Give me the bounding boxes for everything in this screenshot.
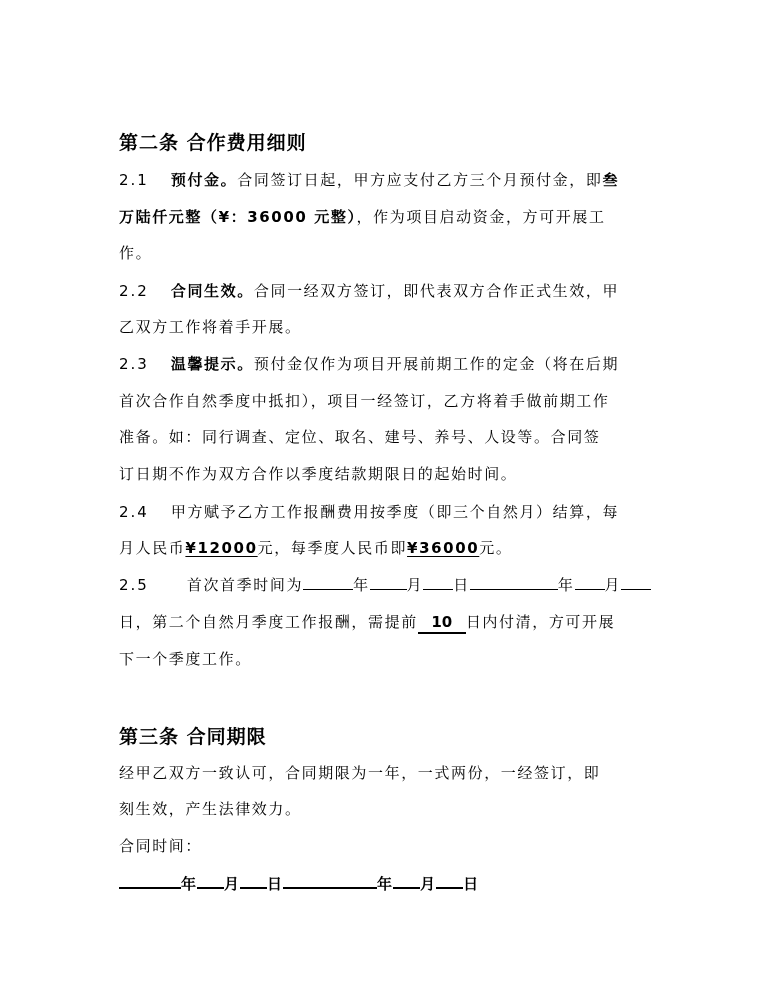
end-day-blank[interactable] bbox=[436, 873, 463, 889]
day-blank[interactable] bbox=[423, 575, 453, 590]
range-dash bbox=[283, 877, 315, 889]
clause-text: 日，第二个自然月季度工作报酬，需提前 bbox=[119, 613, 418, 631]
section-3-line-1 bbox=[119, 763, 600, 783]
clause-2-4-line-1 bbox=[119, 502, 619, 522]
clause-text: 经甲乙双方一致认可，合同期限为一年，一式两份，一经签订，即 bbox=[119, 764, 601, 782]
clause-2-4-line-2 bbox=[119, 538, 512, 558]
section-2-heading: 第二条 合作费用细则 bbox=[119, 132, 307, 154]
clause-text: 预付金仅作为项目开展前期工作的定金（将在后期 bbox=[253, 355, 620, 373]
clause-title: 合同生效。 bbox=[170, 282, 254, 300]
clause-amount-text: 叁 bbox=[602, 171, 620, 189]
clause-text: 准备。如：同行调查、定位、取名、建号、养号、人设等。合同签 bbox=[119, 428, 601, 446]
day-label: 日 bbox=[453, 576, 470, 594]
monthly-amount: ¥12000 bbox=[185, 539, 258, 557]
section-3-line-2 bbox=[119, 799, 302, 819]
start-year-blank[interactable] bbox=[119, 873, 181, 889]
quarterly-amount: ¥36000 bbox=[407, 539, 480, 557]
month-blank[interactable] bbox=[370, 575, 407, 590]
clause-2-2-line-1 bbox=[119, 281, 619, 301]
clause-text: 元，每季度人民币即 bbox=[257, 539, 408, 557]
clause-text: 首次合作自然季度中抵扣），项目一经签订，乙方将着手做前期工作 bbox=[119, 392, 610, 410]
section-3-heading: 第三条 合同期限 bbox=[119, 726, 267, 748]
year-blank[interactable] bbox=[508, 575, 558, 590]
clause-2-3-line-4 bbox=[119, 464, 517, 484]
clause-text: 下一个季度工作。 bbox=[119, 650, 252, 668]
clause-text: 合同一经双方签订，即代表双方合作正式生效，甲 bbox=[253, 282, 620, 300]
clause-title: 温馨提示。 bbox=[170, 355, 254, 373]
clause-text: 月人民币 bbox=[119, 539, 186, 557]
year-label: 年 bbox=[181, 875, 198, 893]
year-label: 年 bbox=[557, 576, 575, 594]
year-label: 年 bbox=[353, 576, 370, 594]
clause-2-5-line-2 bbox=[119, 612, 615, 634]
clause-2-3-line-1 bbox=[119, 354, 619, 374]
clause-2-1-line-2 bbox=[119, 207, 606, 227]
clause-text: ，作为项目启动资金，方可开展工 bbox=[356, 208, 606, 226]
clause-2-3-line-3 bbox=[119, 427, 600, 447]
month-blank[interactable] bbox=[575, 575, 605, 590]
clause-text: 甲方赋予乙方工作报酬费用按季度（即三个自然月）结算，每 bbox=[170, 503, 620, 521]
clause-text: 作。 bbox=[119, 244, 153, 262]
clause-number: 2.2 bbox=[119, 282, 149, 300]
year-label: 年 bbox=[377, 875, 394, 893]
day-label: 日 bbox=[463, 875, 480, 893]
clause-title: 预付金。 bbox=[170, 171, 238, 189]
month-label: 月 bbox=[224, 875, 241, 893]
range-dash bbox=[470, 579, 508, 590]
clause-text: 刻生效，产生法律效力。 bbox=[119, 800, 302, 818]
year-blank[interactable] bbox=[303, 575, 353, 590]
start-day-blank[interactable] bbox=[240, 873, 267, 889]
clause-2-5-line-1 bbox=[119, 575, 651, 595]
day-label: 日 bbox=[267, 875, 284, 893]
day-blank[interactable] bbox=[621, 575, 651, 590]
days-value: 10 bbox=[418, 612, 466, 634]
end-month-blank[interactable] bbox=[393, 873, 420, 889]
clause-2-1-line-3 bbox=[119, 243, 152, 263]
clause-2-3-line-2 bbox=[119, 391, 610, 411]
end-year-blank[interactable] bbox=[315, 873, 377, 889]
contract-time-text: 合同时间： bbox=[119, 837, 203, 855]
clause-2-1-line-1 bbox=[119, 170, 619, 190]
clause-amount-text: 万陆仟元整（¥：36000 元整） bbox=[119, 208, 357, 226]
clause-text: 乙双方工作将着手开展。 bbox=[119, 318, 302, 336]
month-label: 月 bbox=[406, 576, 424, 594]
start-month-blank[interactable] bbox=[197, 873, 224, 889]
month-label: 月 bbox=[420, 875, 437, 893]
contract-time-label bbox=[119, 836, 202, 856]
clause-text: 订日期不作为双方合作以季度结款期限日的起始时间。 bbox=[119, 465, 518, 483]
clause-text: 元。 bbox=[479, 539, 513, 557]
clause-number: 2.5 bbox=[119, 576, 149, 594]
clause-2-2-line-2 bbox=[119, 317, 302, 337]
month-label: 月 bbox=[604, 576, 622, 594]
clause-2-5-line-3 bbox=[119, 649, 252, 669]
clause-text: 合同签订日起，甲方应支付乙方三个月预付金，即 bbox=[237, 171, 603, 189]
clause-number: 2.4 bbox=[119, 503, 149, 521]
clause-number: 2.3 bbox=[119, 355, 149, 373]
clause-text: 首次首季时间为 bbox=[186, 576, 304, 594]
contract-time-fields bbox=[119, 873, 479, 894]
clause-number: 2.1 bbox=[119, 171, 149, 189]
clause-text: 日内付清，方可开展 bbox=[465, 613, 616, 631]
